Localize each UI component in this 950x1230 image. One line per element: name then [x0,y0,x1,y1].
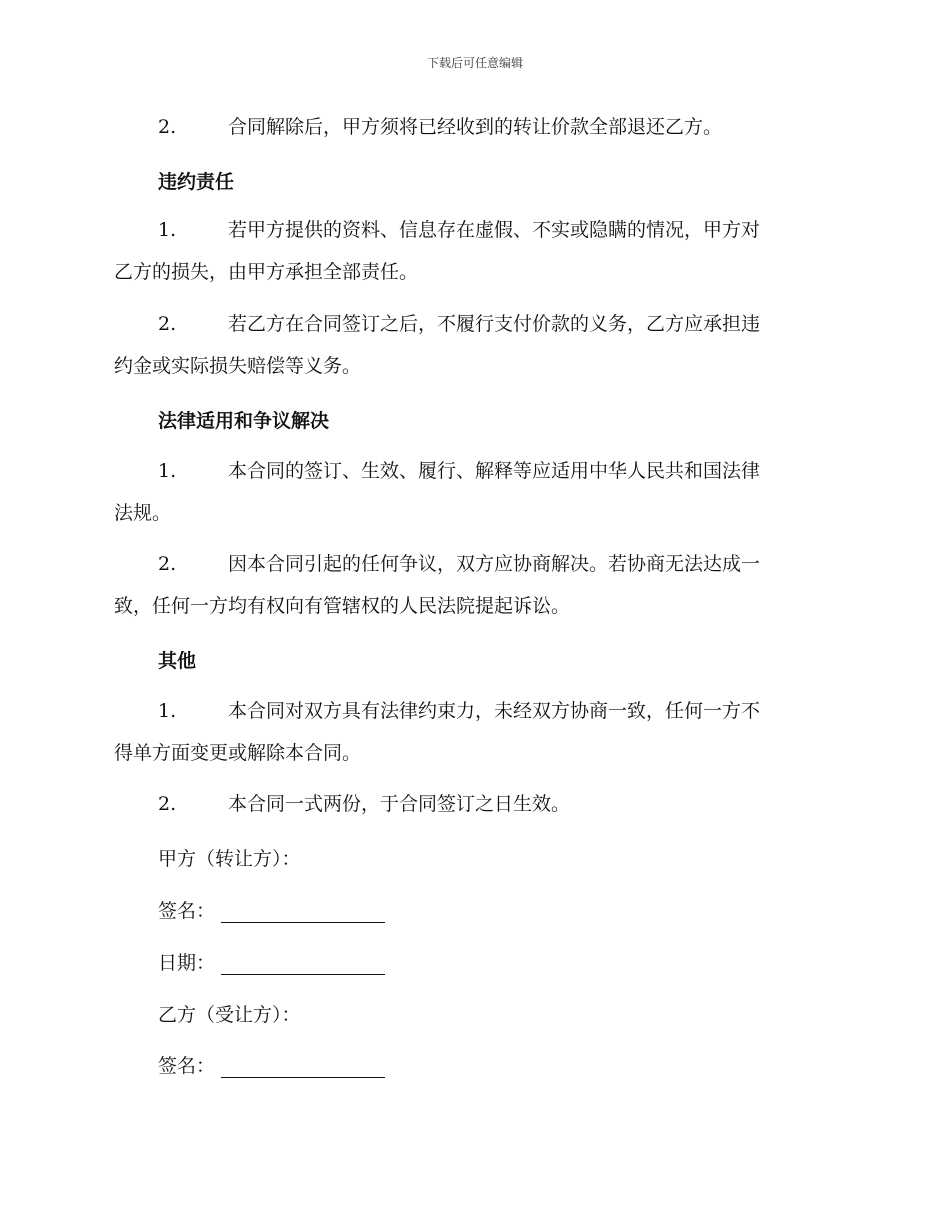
clause-text-cont: 致，任何一方均有权向有管辖权的人民法院提起诉讼。 [114,595,571,617]
clause-text: 因本合同引起的任何争议，双方应协商解决。若协商无法达成一 [228,553,761,575]
party-b-label: 乙方（受让方）： [158,1004,301,1026]
party-a-label: 甲方（转让方）： [158,848,301,870]
clause-paragraph [114,543,834,627]
signature-label: 签名： [158,900,216,922]
clause-number: 2. [158,553,177,575]
section-heading-law: 法律适用和争议解决 [158,410,330,432]
clause-text: 本合同一式两份，于合同签订之日生效。 [228,793,571,815]
date-blank-line [221,954,385,975]
clause-text: 若甲方提供的资料、信息存在虚假、不实或隐瞒的情况，甲方对 [228,219,761,241]
clause-text-cont: 乙方的损失，由甲方承担全部责任。 [114,261,419,283]
clause-paragraph [114,690,834,774]
clause-number: 2. [158,793,177,815]
clause-number: 2. [158,116,177,138]
date-label: 日期： [158,952,216,974]
clause-number: 1. [158,460,177,482]
party-b-signature-row [158,1051,385,1078]
section-heading-breach: 违约责任 [158,171,235,193]
clause-paragraph [114,209,834,293]
clause-text: 本合同对双方具有法律约束力，未经双方协商一致，任何一方不 [228,700,761,722]
clause-text-cont: 约金或实际损失赔偿等义务。 [114,355,362,377]
clause-text: 本合同的签订、生效、履行、解释等应适用中华人民共和国法律 [228,460,761,482]
clause-number: 2. [158,313,177,335]
clause-text: 若乙方在合同签订之后，不履行支付价款的义务，乙方应承担违 [228,313,761,335]
clause-text-cont: 得单方面变更或解除本合同。 [114,742,362,764]
signature-blank-line [221,902,385,923]
clause-number: 1. [158,219,177,241]
signature-blank-line [221,1057,385,1078]
clause-paragraph [114,303,834,387]
clause-text: 合同解除后，甲方须将已经收到的转让价款全部退还乙方。 [228,116,723,138]
clause-text-cont: 法规。 [114,502,172,524]
clause-number: 1. [158,700,177,722]
page-header: 下载后可任意编辑 [426,56,523,70]
section-heading-other: 其他 [158,650,197,672]
clause-paragraph [114,106,834,148]
clause-paragraph [114,450,834,534]
clause-paragraph [114,783,834,825]
signature-label: 签名： [158,1055,216,1077]
party-a-signature-row [158,896,385,923]
party-a-date-row [158,948,385,975]
